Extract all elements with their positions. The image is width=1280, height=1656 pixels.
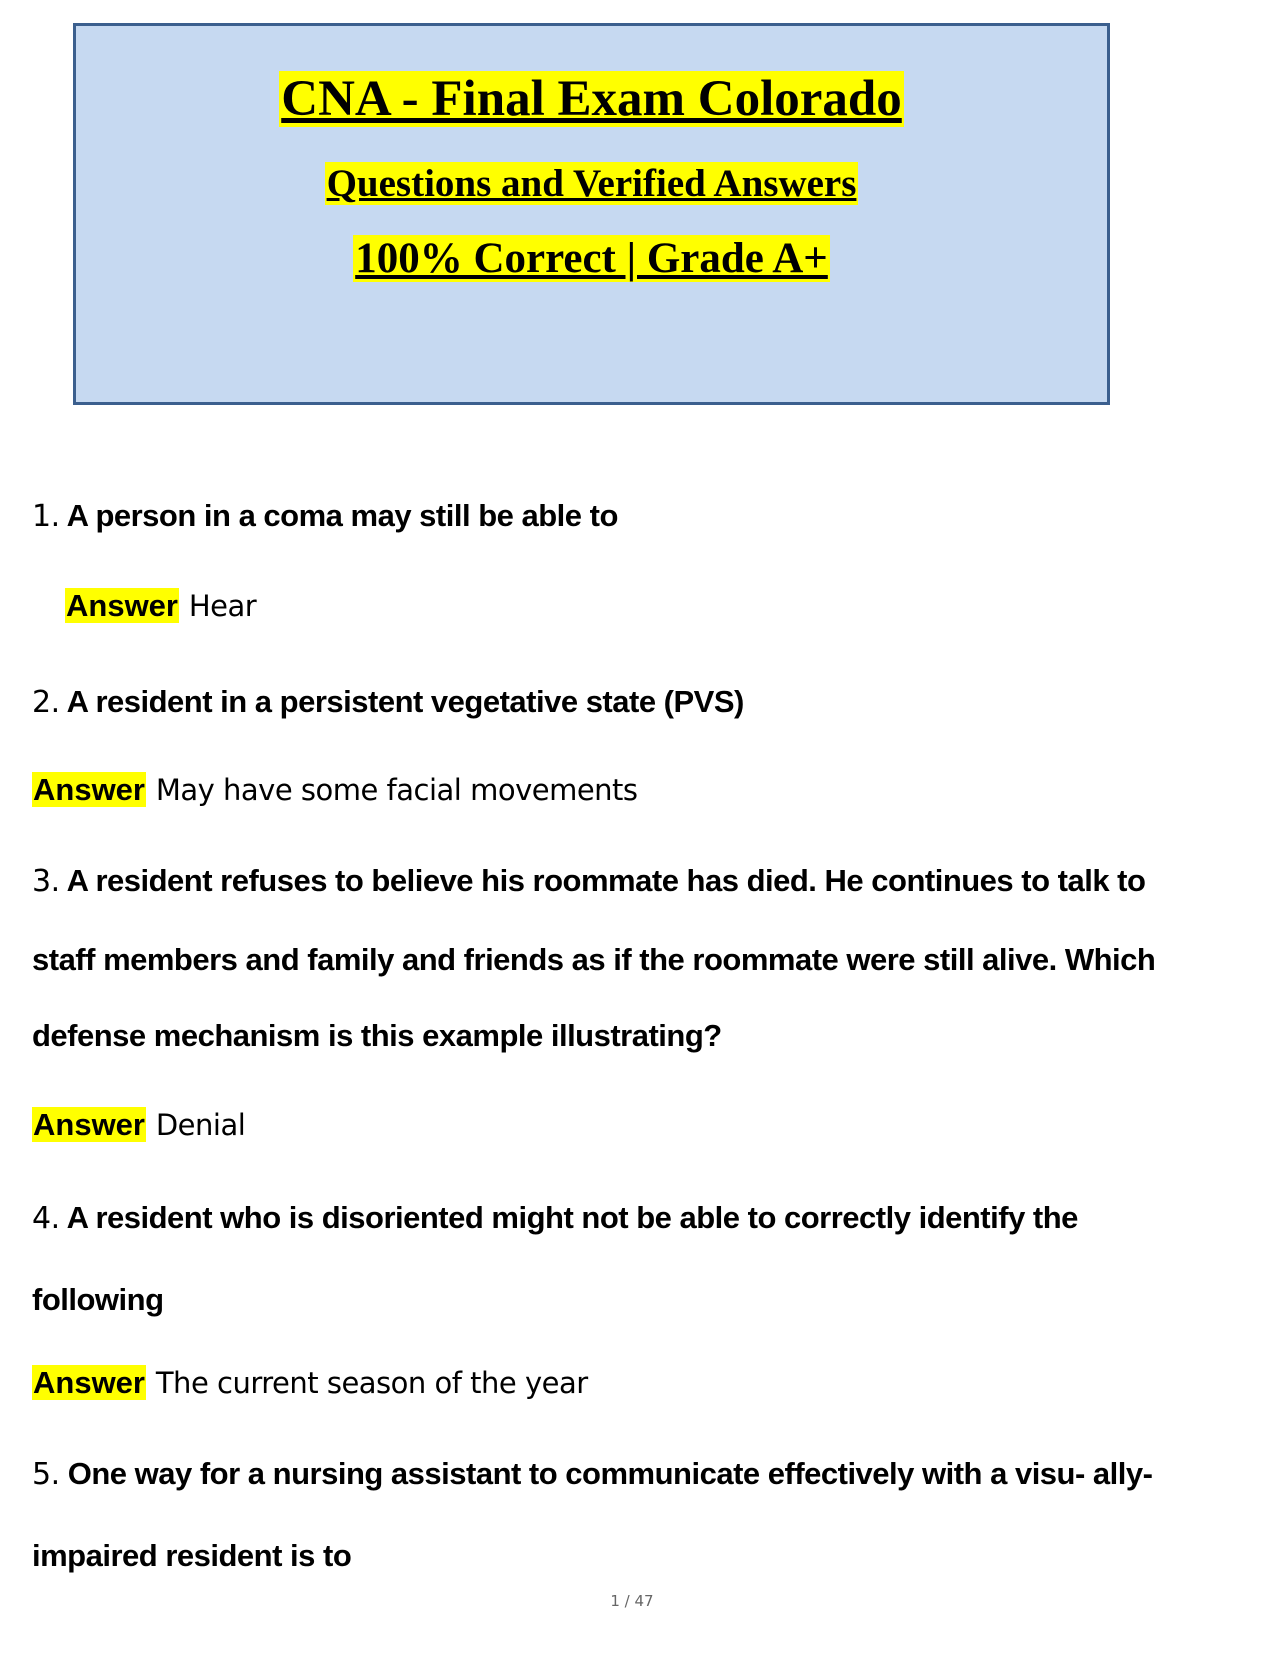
answer-label: Answer	[33, 772, 145, 807]
question-4: 4. A resident who is disoriented might not be able to correctly identify the	[32, 1200, 1078, 1236]
answer-3	[32, 1107, 245, 1143]
question-1: 1. A person in a coma may still be able to	[32, 498, 618, 534]
question-text: A resident who is disoriented might not be able to correctly identify the	[66, 1200, 1078, 1235]
answer-text: Denial	[155, 1108, 246, 1142]
document-title: CNA - Final Exam Colorado	[281, 71, 902, 127]
question-2: 2. A resident in a persistent vegetative state (PVS)	[32, 684, 744, 720]
question-text: staff members and family and friends as if the roommate were still alive. Which	[32, 942, 1156, 977]
question-text: impaired resident is to	[32, 1538, 352, 1573]
question-5-continued	[32, 1538, 351, 1574]
question-text: following	[32, 1282, 164, 1317]
question-5: 5. One way for a nursing assistant to communicate effectively with a visu- ally-	[32, 1456, 1153, 1492]
answer-label: Answer	[66, 588, 178, 623]
answer-text: The current season of the year	[155, 1366, 588, 1400]
document-grade: 100% Correct | Grade A+	[355, 235, 828, 282]
question-text: A person in a coma may still be able to	[66, 498, 618, 533]
answer-label: Answer	[33, 1107, 145, 1142]
question-3: 3. A resident refuses to believe his roommate has died. He continues to talk to	[32, 863, 1146, 899]
question-text: A resident in a persistent vegetative state (PVS)	[66, 684, 744, 719]
page-indicator: 1 / 47	[610, 1592, 654, 1610]
question-3-continued	[32, 1018, 722, 1054]
document-subtitle: Questions and Verified Answers	[326, 162, 857, 205]
title-box	[73, 23, 1110, 405]
question-text: A resident refuses to believe his roommate has died. He continues to talk to	[66, 863, 1146, 898]
answer-2	[32, 772, 638, 808]
question-3-continued	[32, 942, 1155, 978]
answer-4	[32, 1365, 588, 1401]
answer-text: Hear	[188, 589, 257, 623]
answer-text: May have some facial movements	[155, 773, 638, 807]
question-text: defense mechanism is this example illustrating?	[32, 1018, 722, 1053]
answer-label: Answer	[33, 1365, 145, 1400]
question-4-continued	[32, 1282, 164, 1318]
question-text: One way for a nursing assistant to communicate effectively with a visu- ally-	[67, 1456, 1153, 1491]
answer-1	[65, 588, 256, 624]
